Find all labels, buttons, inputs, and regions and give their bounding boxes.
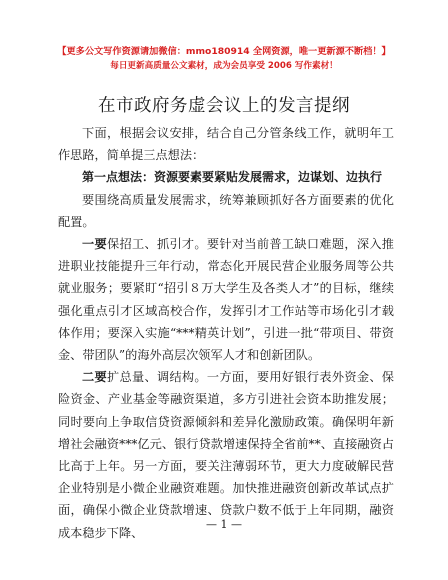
promo-line-2: 每日更新高质量公文素材，成为会员享受 2006 写作素材！	[110, 61, 338, 71]
point-one-text: 保招工、抓引才。要针对当前普工缺口难题，深入推进职业技能提升三年行动，常态化开展民营企业服务周等公共就业服务；要紧盯“招引８万大学生及各类人才”的目标，继续强化重点引才区域高校合作，发挥引才工作站等市场化引才载体作用；要深入实施“***精英计划”，引进一批“带项目、带资金、带团队”的海外高层次领军人才和创新团队。	[58, 237, 394, 363]
point-two-text: 扩总量、调结构。一方面，要用好银行表外资金、保险资金、产业基金等融资渠道，多方引进社会资本助推发展；同时要向上争取信贷资源倾斜和差异化激励政策。确保明年新增社会融资***亿元、银行贷款增速保持全省前**、直接融资占比高于上年。另一方面，要关注薄弱环节，更大力度破解民营企业特别是小微企业融资难题。加快推进融资创新改革试点扩面，确保小微企业贷款增速、贷款户数不低于上年同期，融资成本稳步下降、	[58, 370, 394, 540]
promo-line-1: 【更多公文写作资源请加微信：mmo180914 全网资源，唯一更新源不断档！】	[57, 46, 391, 57]
document-body	[58, 122, 394, 544]
promo-banner	[0, 44, 448, 74]
point-one-lead: 一要	[82, 237, 107, 252]
section-heading: 第一点想法：资源要素要紧贴发展需求，边谋划、边执行	[82, 170, 383, 185]
point-one-paragraph	[58, 233, 394, 366]
intro-paragraph: 下面，根据会议安排，结合自己分管条线工作，就明年工作思路，简单提三点想法：	[58, 126, 394, 163]
document-title: 在市政府务虚会议上的发言提纲	[98, 96, 350, 116]
page-number: — 1 —	[206, 518, 242, 531]
section-paragraph: 要围绕高质量发展需求，统筹兼顾抓好各方面要素的优化配置。	[58, 192, 394, 229]
point-two-lead: 二要	[82, 370, 107, 385]
